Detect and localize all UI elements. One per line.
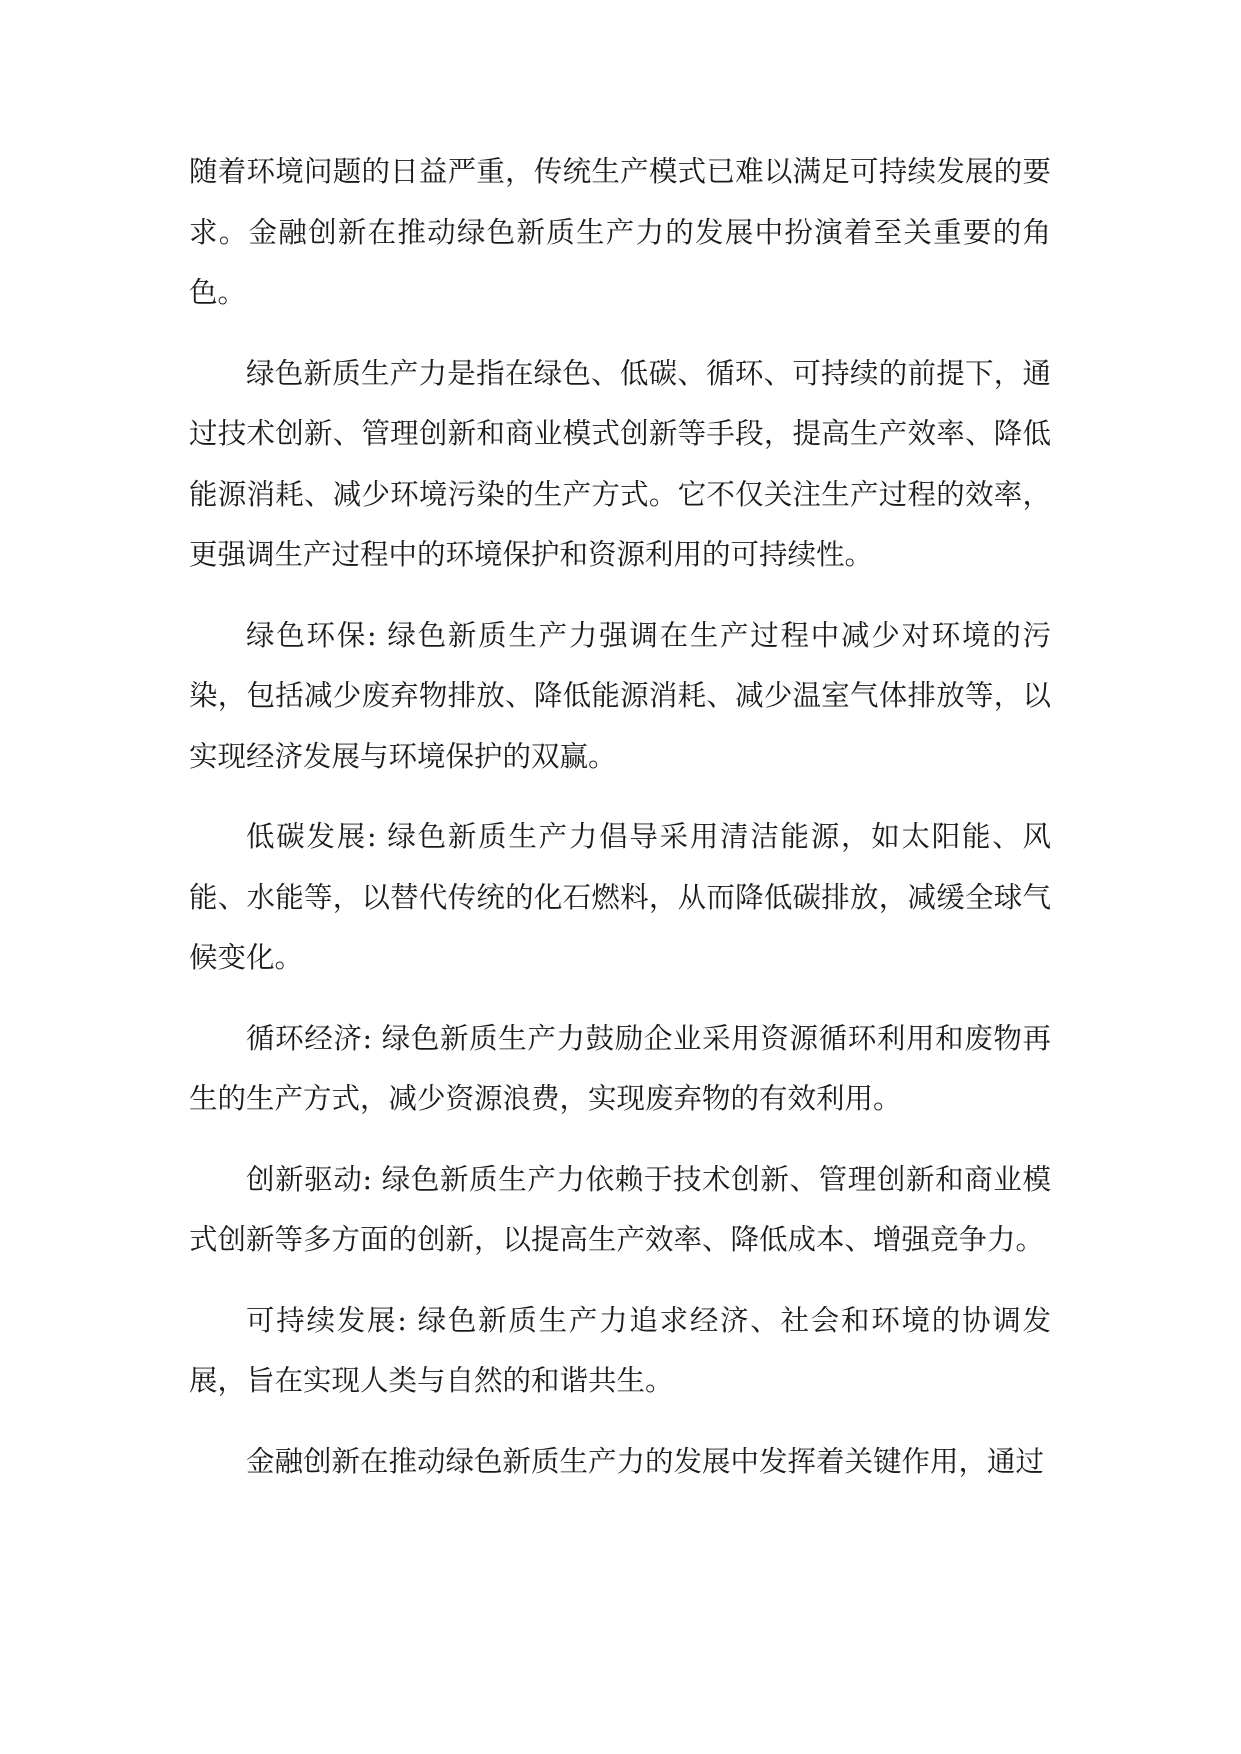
document-body (189, 142, 1051, 1512)
paragraph-sustainable-development: 可持续发展: 绿色新质生产力追求经济、社会和环境的协调发展，旨在实现人类与自然的和谐共生。 (189, 1303, 1051, 1397)
paragraph-financial-innovation: 金融创新在推动绿色新质生产力的发展中发挥着关键作用，通过 (246, 1444, 1045, 1478)
paragraph-intro: 随着环境问题的日益严重，传统生产模式已难以满足可持续发展的要求。金融创新在推动绿色新质生产力的发展中扮演着至关重要的角色。 (189, 155, 1051, 309)
paragraph-definition: 绿色新质生产力是指在绿色、低碳、循环、可持续的前提下，通过技术创新、管理创新和商业模式创新等手段，提高生产效率、降低能源消耗、减少环境污染的生产方式。它不仅关注生产过程的效率，更强调生产过程中的环境保护和资源利用的可持续性。 (189, 356, 1051, 571)
paragraph-green-environmental: 绿色环保: 绿色新质生产力强调在生产过程中减少对环境的污染，包括减少废弃物排放、降低能源消耗、减少温室气体排放等，以实现经济发展与环境保护的双赢。 (189, 618, 1051, 773)
paragraph-innovation-driven: 创新驱动: 绿色新质生产力依赖于技术创新、管理创新和商业模式创新等多方面的创新，以提高生产效率、降低成本、增强竞争力。 (189, 1162, 1051, 1256)
paragraph-circular-economy: 循环经济: 绿色新质生产力鼓励企业采用资源循环利用和废物再生的生产方式，减少资源浪费，实现废弃物的有效利用。 (189, 1021, 1051, 1115)
paragraph-low-carbon: 低碳发展: 绿色新质生产力倡导采用清洁能源，如太阳能、风能、水能等，以替代传统的化石燃料，从而降低碳排放，减缓全球气候变化。 (189, 820, 1051, 974)
